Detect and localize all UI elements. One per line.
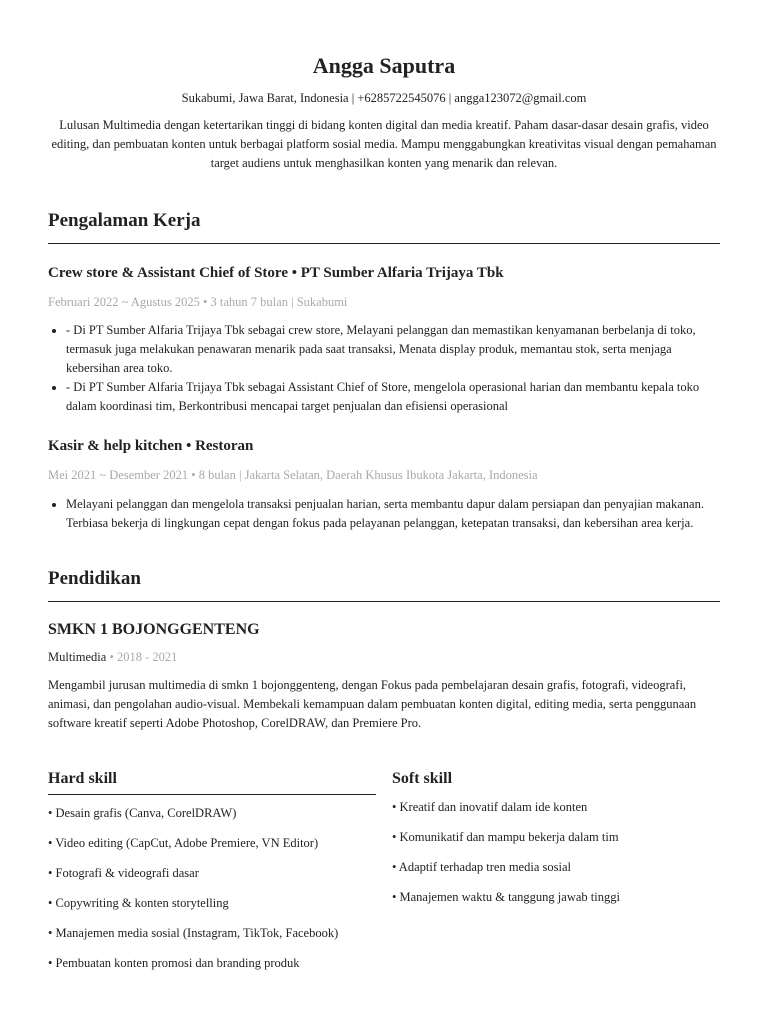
- soft-skill-title: Soft skill: [392, 770, 453, 787]
- hard-skill-item: • Pembuatan konten promosi dan branding produk: [48, 956, 300, 970]
- education-years: • 2018 - 2021: [109, 650, 178, 664]
- hard-skill-divider: [48, 794, 376, 795]
- education-description: Mengambil jurusan multimedia di smkn 1 bojonggenteng, dengan Fokus pada pembelajaran desain grafis, fotografi, videografi, animasi, dan pengolahan audio-visual. Membekali kemampuan dalam pembuatan konten digital, editing media, serta penggunaan software kreatif seperti Adobe Photoshop, CorelDRAW, dan Premiere Pro.: [48, 678, 697, 730]
- job-meta: Februari 2022 ~ Agustus 2025 • 3 tahun 7 bulan | Sukabumi: [48, 295, 348, 309]
- education-major: Multimedia: [48, 650, 107, 664]
- soft-skill-item: • Komunikatif dan mampu bekerja dalam tim: [392, 830, 619, 844]
- soft-skill-column: [392, 769, 720, 971]
- school-name: SMKN 1 BOJONGGENTENG: [48, 621, 260, 638]
- hard-skill-column: [48, 769, 376, 971]
- experience-divider: [48, 243, 720, 244]
- experience-section-title: Pengalaman Kerja: [48, 210, 201, 231]
- education-section-title: Pendidikan: [48, 568, 141, 589]
- soft-skill-item: • Kreatif dan inovatif dalam ide konten: [392, 800, 588, 814]
- resume-name: Angga Saputra: [312, 53, 456, 78]
- hard-skill-item: • Desain grafis (Canva, CorelDRAW): [48, 806, 237, 820]
- hard-skill-item: • Manajemen media sosial (Instagram, TikTok, Facebook): [48, 926, 339, 940]
- job-meta: Mei 2021 ~ Desember 2021 • 8 bulan | Jakarta Selatan, Daerah Khusus Ibukota Jakarta, Indonesia: [48, 468, 538, 482]
- job-bullet: • Melayani pelanggan dan mengelola transaksi penjualan harian, serta membantu dapur dalam persiapan dan penyajian makanan. Terbiasa bekerja di lingkungan cepat dengan fokus pada pelayanan pelanggan, ketepatan transaksi, dan kebersihan area kerja.: [66, 495, 720, 533]
- contact-line: Sukabumi, Jawa Barat, Indonesia | +6285722545076 | angga123072@gmail.com: [181, 91, 587, 105]
- job-bullet: • - Di PT Sumber Alfaria Trijaya Tbk sebagai crew store, Melayani pelanggan dan memastikan kenyamanan berbelanja di toko, termasuk juga melakukan penawaran menarik pada saat transaksi, Menata display produk, memantau stok, serta menjaga kebersihan area toko.: [66, 321, 720, 378]
- hard-skill-item: • Fotografi & videografi dasar: [48, 866, 199, 880]
- hard-skill-item: • Copywriting & konten storytelling: [48, 896, 229, 910]
- job-entry: [48, 436, 720, 533]
- education-divider: [48, 601, 720, 602]
- job-title: Kasir & help kitchen • Restoran: [48, 438, 254, 454]
- soft-skill-item: • Manajemen waktu & tanggung jawab tinggi: [392, 890, 620, 904]
- job-entry: [48, 263, 720, 416]
- job-bullet-list: [48, 321, 720, 416]
- skills-section: [48, 769, 720, 971]
- job-bullet-list: [48, 495, 720, 533]
- hard-skill-item: • Video editing (CapCut, Adobe Premiere, VN Editor): [48, 836, 319, 850]
- summary-paragraph: Lulusan Multimedia dengan ketertarikan tinggi di bidang konten digital dan media kreatif. Paham dasar-dasar desain grafis, video editing, dan pembuatan konten untuk berbagai platform sosial media. Mampu menggabungkan kreativitas visual dengan pemahaman target audiens untuk menghasilkan konten yang menarik dan relevan.: [51, 118, 717, 170]
- soft-skill-item: • Adaptif terhadap tren media sosial: [392, 860, 571, 874]
- job-bullet: • - Di PT Sumber Alfaria Trijaya Tbk sebagai Assistant Chief of Store, mengelola operasional harian dan membantu kepala toko dalam koordinasi tim, Berkontribusi mencapai target penjualan dan efisiensi operasional: [66, 378, 720, 416]
- job-title: Crew store & Assistant Chief of Store • PT Sumber Alfaria Trijaya Tbk: [48, 265, 504, 281]
- education-details: [48, 649, 720, 665]
- hard-skill-title: Hard skill: [48, 770, 117, 787]
